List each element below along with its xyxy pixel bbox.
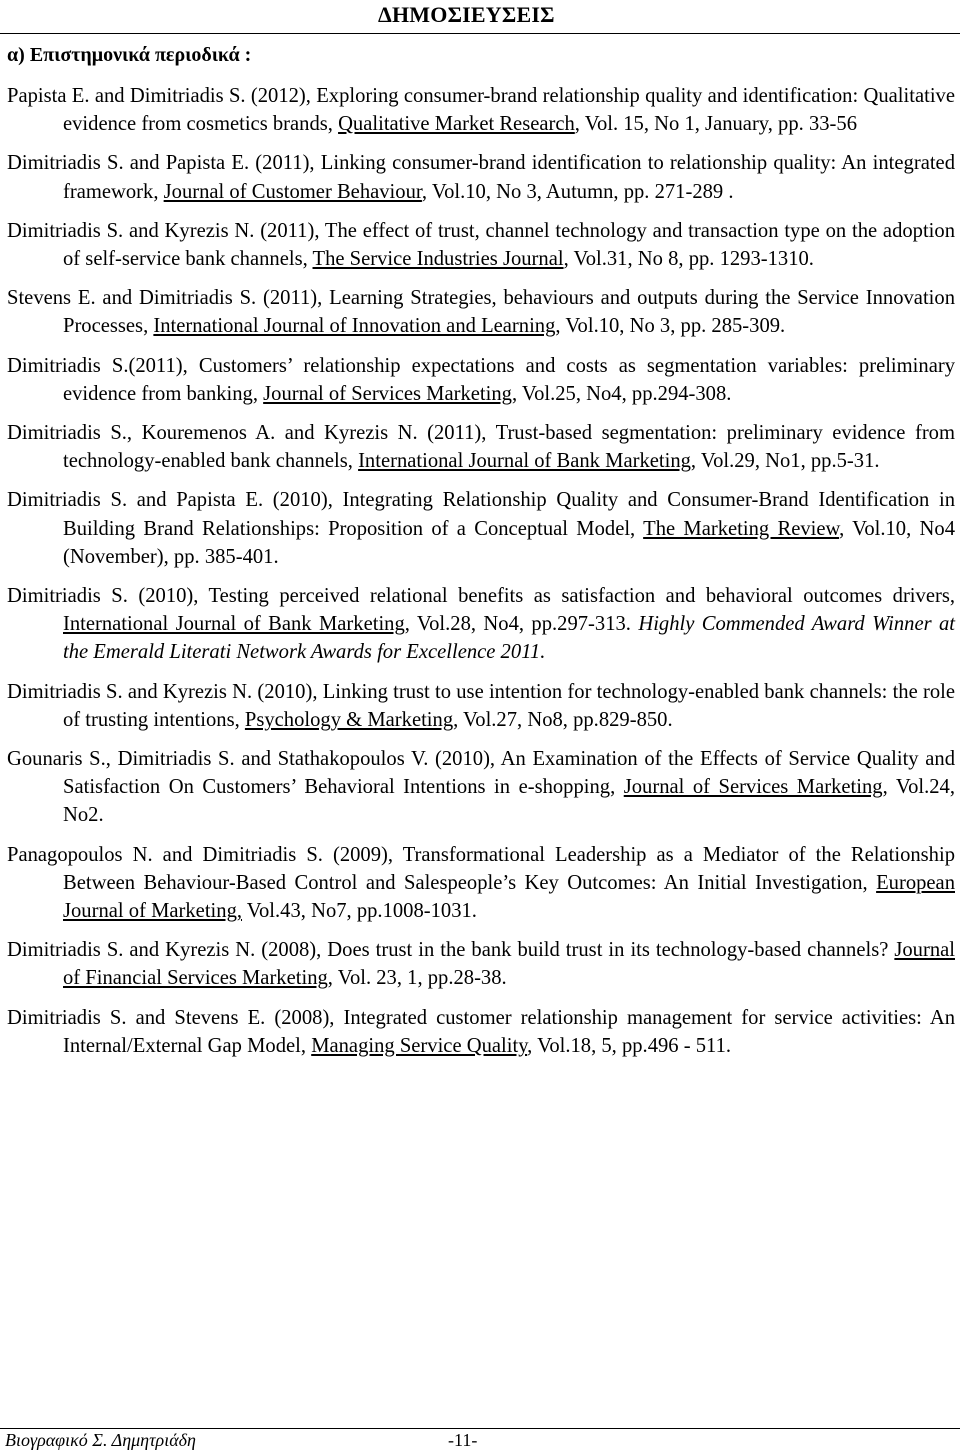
publication-entry — [7, 678, 955, 734]
journal-name: Journal of Services Marketing — [263, 382, 512, 405]
citation-details: , Vol.10, No 3, Autumn, pp. 271-289 . — [421, 180, 734, 203]
citation-text: Dimitriadis S. (2010), Testing perceived relational benefits as satisfaction and behavioral outcomes drivers, — [7, 585, 955, 608]
journal-name: Journal of Financial Services Marketing — [63, 939, 955, 990]
citation-text: Dimitriadis S.(2011), Customers’ relationship expectations and costs as segmentation variables: preliminary evidence from banking, — [7, 354, 955, 405]
citation-text: Gounaris S., Dimitriadis S. and Stathakopoulos V. (2010), An Examination of the Effects of Service Quality and Satisfaction On Customers’ Behavioral Intentions in e-shopping, — [7, 748, 955, 799]
page-title: ΔΗΜΟΣΙΕΥΣΕΙΣ — [378, 2, 555, 27]
citation-text: Dimitriadis S., Kouremenos A. and Kyrezis N. (2011), Trust-based segmentation: preliminary evidence from technology-enabled bank channels, — [7, 422, 955, 473]
award-note: Highly Commended Award Winner at the Emerald Literati Network Awards for Excellence 2011. — [63, 613, 955, 664]
publication-entry — [7, 936, 955, 992]
publication-entry — [7, 1004, 955, 1060]
journal-name: International Journal of Bank Marketing — [358, 450, 691, 473]
header-divider — [0, 33, 960, 34]
publication-entry — [7, 841, 955, 926]
citation-text: Stevens E. and Dimitriadis S. (2011), Learning Strategies, behaviours and outputs during the Service Innovation Processes, — [7, 287, 955, 338]
publication-entry — [7, 352, 955, 408]
publication-entry — [7, 486, 955, 571]
publication-entry — [7, 419, 955, 475]
citation-details: , Vol. 23, 1, pp.28-38. — [327, 967, 507, 990]
journal-name: Managing Service Quality — [311, 1034, 528, 1057]
publication-entry — [7, 582, 955, 667]
citation-details: , Vol.31, No 8, pp. 1293-1310. — [563, 248, 814, 271]
journal-name: International Journal of Innovation and Learning — [153, 315, 556, 338]
citation-text: Dimitriadis S. and Papista E. (2011), Linking consumer-brand identification to relationship quality: An integrated framework, — [7, 152, 955, 203]
journal-name: The Marketing Review — [643, 517, 840, 540]
journal-name: The Service Industries Journal — [312, 248, 564, 271]
citation-details: , Vol.27, No8, pp.829-850. — [453, 708, 673, 731]
citation-text: Dimitriadis S. and Kyrezis N. (2011), The effect of trust, channel technology and transaction type on the adoption of self-service bank channels, — [7, 219, 955, 271]
citation-text: Dimitriadis S. and Kyrezis N. (2008), Does trust in the bank build trust in its technology-based channels? — [7, 939, 895, 962]
citation-text: Dimitriadis S. and Kyrezis N. (2010), Linking trust to use intention for technology-enabled bank channels: the role of trusting intentions, — [7, 680, 955, 731]
citation-text: Dimitriadis S. and Stevens E. (2008), Integrated customer relationship management for service activities: An Internal/External Gap Model, — [7, 1006, 955, 1057]
page-number: -11- — [448, 1430, 478, 1450]
footer-cv-label: Βιογραφικό Σ. Δημητριάδη — [5, 1430, 196, 1450]
publication-entry — [7, 745, 955, 830]
citation-details: Vol.43, No7, pp.1008-1031. — [242, 900, 477, 923]
journal-name: Psychology & Marketing — [244, 708, 454, 731]
citation-details: , Vol. 15, No 1, January, pp. 33-56 — [574, 113, 857, 136]
citation-details: , Vol.25, No4, pp.294-308. — [511, 382, 732, 405]
citation-text: Dimitriadis S. and Papista E. (2010), Integrating Relationship Quality and Consumer-Brand Identification in Building Brand Relationships: Proposition of a Conceptual Model, — [7, 489, 955, 540]
publication-entry — [7, 284, 955, 340]
journal-name: European Journal of Marketing, — [63, 871, 955, 923]
citation-text: Papista E. and Dimitriadis S. (2012), Exploring consumer-brand relationship quality and identification: Qualitative evidence from cosmetics brands, — [7, 85, 955, 136]
citation-details: , Vol.28, No4, pp.297-313. — [404, 613, 639, 636]
section-heading: α) Επιστημονικά περιοδικά : — [7, 44, 252, 66]
publication-list — [7, 82, 955, 1071]
citation-details: , Vol.10, No 3, pp. 285-309. — [555, 315, 786, 338]
citation-details: , Vol.29, No1, pp.5-31. — [690, 450, 880, 473]
journal-name: Qualitative Market Research — [338, 113, 575, 136]
publication-entry — [7, 149, 955, 205]
citation-details: , Vol.24, No2. — [63, 776, 955, 827]
publication-entry — [7, 217, 955, 273]
footer-divider — [0, 1428, 960, 1429]
publication-entry — [7, 82, 955, 138]
journal-name: Journal of Services Marketing — [623, 776, 883, 799]
citation-text: Panagopoulos N. and Dimitriadis S. (2009), Transformational Leadership as a Mediator of the Relationship Between Behaviour-Based Control and Salespeople’s Key Outcomes: An Initial Investigation, — [7, 843, 955, 894]
citation-details: , Vol.18, 5, pp.496 - 511. — [527, 1034, 732, 1057]
journal-name: International Journal of Bank Marketing — [63, 613, 405, 636]
journal-name: Journal of Customer Behaviour — [163, 180, 422, 203]
citation-details: , Vol.10, No4 (November), pp. 385-401. — [63, 517, 955, 568]
